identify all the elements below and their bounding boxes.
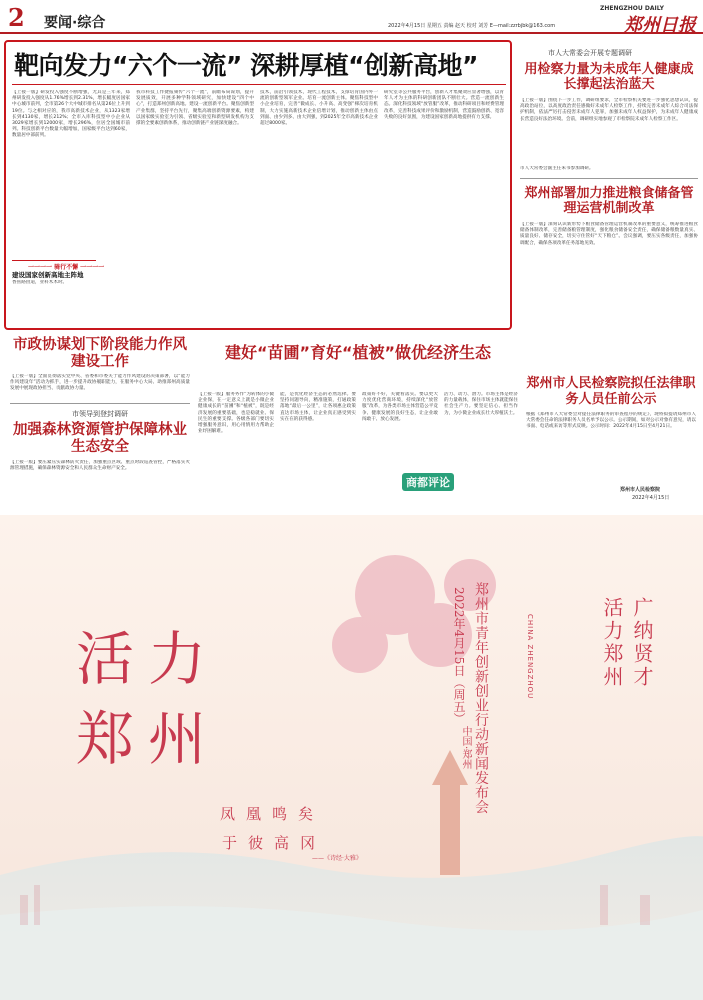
paper-name-en: ZHENGZHOU DAILY [600,5,664,12]
section-name: 要闻·综合 [44,15,106,31]
header-meta: 2022年4月15日 星期五 责编 赵天 校对 刘芳 E—mail:zzrbjbk@163.com [388,23,556,29]
lead-column-1: 【上接一版】研发投入强度不断增强，尤其是三年来，郑州研发投入强度从1.76%增长到2.31%，增长幅度居国家中心城市前列，全市第26个大中城市排名从第26位上升到19位。与之相对应的，我市高新技术企业，从1323家增长到4130家，增长212%；全市入库科技型中小企业从3029家增长到12000家，增长296%，位居全国城市前列。科技创新平台数量大幅增加，国家级平台达到60家，数量居中部前列。 [12,90,130,139]
article-body: 【上接一版】要压紧压实森林防火责任，加强重点区域、重点时段巡查管控，严格落实火源管理措施，确保森林资源安全和人民群众生命财产安全。 [10,460,190,472]
lead-rule [12,84,506,85]
article-body: 【上接一版】深刻认识新形势下粮食储备管理运营机制改革的重要意义，统筹推进粮食储备体制改革，完善储备粮管理制度，强化粮食储备安全责任，确保储备粮数量真实、质量良好、储存安全，切实守住管好“天下粮仓”。会议强调，要压实各级责任，加强协调配合，确保各项改革任务落地见效。 [520,222,698,246]
notice-body: 根据《郑州市人大常委会对提任法律职务的审查程序的规定》，现将拟提请郑州市人大常委会任命的法律职务人员名单予以公示。公示期间，如对公示对象有意见，请以书面、电话或来访等形式反映。公示时间：2022年4月15日至4月21日。 [526,412,696,430]
article-column-4: 活力、动力、潜力。市场主体是经济的力量载体，保住市场主体就能保住社会生产力。要坚定信心、担当作为，为小微企业成长壮大厚植沃土。 [444,392,518,416]
lead-column-4: 研究室等公共服务平台，创新人才集聚效应显著增强，以青年人才为主体的科研创新团队不断壮大。营造一流创新生态。深化科技领域“放管服”改革，推动科研项目和经费管理改革，完善科技成果评价和激励机制，营造鼓励创新、宽容失败的良好氛围，为建设国家创新高地提供有力支撑。 [384,90,504,120]
page-number: 2 [8,3,25,32]
notice-headline[interactable]: 郑州市人民检察院拟任法律职务人员任前公示 [526,376,696,407]
ad-poem-source: ——《诗经·大雅》 [312,855,362,862]
lead-subhead-label: 一一一一 骑行不懈 一一一一 [28,264,105,271]
article-headline[interactable]: 用检察力量为未成年人健康成长撑起法治蓝天 [524,62,694,92]
commentary-badge: 商都评论 [402,473,454,491]
page-header [0,0,703,34]
paper-logo: 郑州日报 [624,15,696,36]
article-headline[interactable]: 加强森林资源管护保障林业生态安全 [13,422,187,455]
article-headline[interactable]: 建好“苗圃”育好“植被”做优经济生态 [224,343,492,362]
lead-headline[interactable]: 靶向发力“六个一流” 深耕厚植“创新高地” [14,51,478,80]
lead-column-3: 技术，前沿引领技术，现代工程技术，支撑培育国内外一流的创新型领军企业。培育一流创新主体。聚焦科技型中小企业培育，完善“微成长、小升高、高变强”梯次培育机制，大力实施高新技术企业倍增计划，推动创新主体由点到面、由少到多、由大到强，到2025年全市高新技术企业超过8000家。 [260,90,378,127]
article-column-2: 能，是优化经济生态的必然选择。要坚持问题导向，精准施策，打通政策落地“最后一公里”，让各项惠企政策直达市场主体，让企业真正感受到实实在在的获得感。 [280,392,356,422]
ad-event-place: 中国·郑州 [460,726,471,770]
ad-event-title: 郑州市青年创新创业行动新闻发布会 [473,582,489,814]
article-headline[interactable]: 市政协谋划下阶段能力作风建设工作 [13,337,187,370]
article-kicker: 市领导到登封调研 [72,410,128,418]
ad-location-en: CHINA ZHENGZHOU [526,614,534,700]
lead-subhead: 建设国家创新高地主阵地 [12,271,84,279]
notice-date: 2022年4月15日 [632,495,670,501]
ad-slogan: 活力郑州 [600,597,624,689]
article-headline[interactable]: 郑州部署加力推进粮食储备管理运营机制改革 [524,186,694,216]
ad-slogan: 广纳贤才 [630,597,654,689]
article-column-3: 政策好不好，关键看落实。要以更大力度优化营商环境，持续深化“放管服”改革，为各类市场主体营造公平竞争、健康发展的良好生态，让企业敢闯敢干、放心发展。 [362,392,438,422]
lead-subhead-text: 香蕉路由道，业科术术时。 [12,280,68,285]
ad-event-date: 2022年4月15日（周五） [452,587,466,725]
article-note: 市人大常委会副主任朱书参加调研。 [520,166,594,171]
article-body: 【上接一版】围绕下一步工作，调研组要求，全市检察机关要进一步强化思想认识，提高政治站位，以高度政治责任感做好未成年人检察工作，持续完善未成年人综合司法保护机制，依法严厉打击侵害未成年人犯罪，加强未成年人权益保护，为未成年人健康成长营造良好法治环境。会前，调研组实地参观了市检察院未成年人检察工作区。 [520,98,698,122]
ad-character: 郑 [76,705,135,773]
ad-character: 活 [76,625,135,693]
divider [10,403,190,404]
article-column-1: 【上接一版】服务务作“为转体的小微企业保，在一定意义上就是小微企业健康成长的“苗圃”和“植被”，既是经济发展的重要基础，也是稳就业、保民生的重要支撑。各级各部门要切实增强服务意识，用心用情用力帮助企业纾困解难。 [198,392,274,435]
notice-org: 郑州市人民检察院 [620,487,661,493]
divider [520,178,698,179]
lead-column-2: 我市科技工作捷报频传“六个一流”，前瞻布局谋划，提升发展质效，开展多种学科领域研究，加快建设“四个中心”，打造郑州创新高地。建设一流创新平台。聚焦创新型产业集群，坚持平台先行，聚集高端创新资源要素，构建以国家级实验室为引领、省级实验室和新型研发机构为支撑的全要素创新体系，推动创新链产业链深度融合。 [136,90,254,127]
ad-poem-line: 凤凰鸣矣 [220,805,325,823]
ad-character: 州 [148,705,207,773]
ad-poem-line: 于彼高冈 [222,834,327,852]
ad-character: 力 [148,625,207,693]
article-kicker: 市人大常委会开展专题调研 [548,49,632,57]
article-body: 【上接一版】全面贯彻落实党中央、省委和市委关于能力作风建设的决策部署，以“能力作风建设年”活动为抓手，进一步提升政协履职能力，在服务中心大局、助推郑州高质量发展中展现政协担当、贡献政协力量。 [10,374,190,392]
